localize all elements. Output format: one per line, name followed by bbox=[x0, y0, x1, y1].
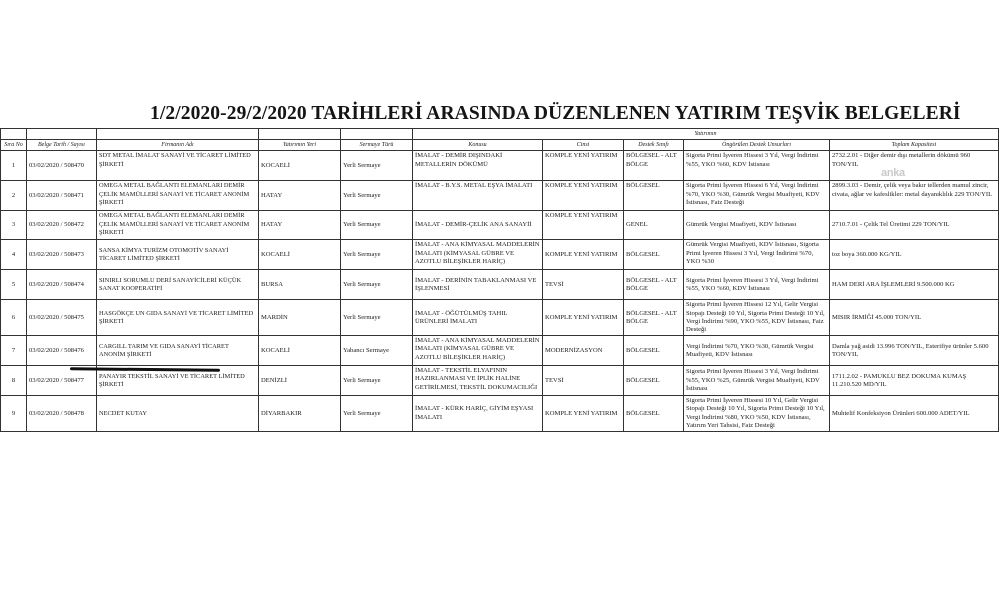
cell-firma: OMEGA METAL BAĞLANTI ELEMANLARI DEMİR ÇELİK MAMÜLLERİ SANAYİ VE TİCARET ANONİM ŞİRKETİ bbox=[97, 211, 259, 240]
cell-cinsi: KOMPLE YENİ YATIRIM bbox=[543, 240, 624, 270]
cell-yer: HATAY bbox=[259, 211, 341, 240]
cell-cinsi: MODERNİZASYON bbox=[543, 336, 624, 366]
cell-sermaye: Yerli Sermaye bbox=[341, 270, 413, 300]
table-row bbox=[1, 211, 999, 240]
cell-kapasite: HAM DERİ ARA İŞLEMLERİ 9.500.000 KG bbox=[830, 270, 999, 300]
cell-firma: SANSA KİMYA TURİZM OTOMOTİV SANAYİ TİCARET LİMİTED ŞİRKETİ bbox=[97, 240, 259, 270]
table-row bbox=[1, 151, 999, 181]
cell-belge: 03/02/2020 / 508478 bbox=[27, 396, 97, 432]
table-row bbox=[1, 240, 999, 270]
cell-belge: 03/02/2020 / 508475 bbox=[27, 300, 97, 336]
cell-ongorulen: Sigorta Primi İşveren Hissesi 12 Yıl, Gelir Vergisi Stopajı Desteği 10 Yıl, Sigorta Primi Desteği 10 Yıl, Vergi İndirimi %90, YKO %55, KDV İstisnası, Faiz Desteği bbox=[684, 300, 830, 336]
cell-firma: CARGILL TARIM VE GIDA SANAYİ TİCARET ANONİM ŞİRKETİ bbox=[97, 336, 259, 366]
header-ongorulen: Öngörülen Destek Unsurları bbox=[684, 140, 830, 151]
cell-kapasite: MISIR İRMİĞİ 45.000 TON/YIL bbox=[830, 300, 999, 336]
cell-kapasite: Damla yağ asidi 13.996 TON/YIL, Esterifiye ürünler 5.600 TON/YIL bbox=[830, 336, 999, 366]
header-firma: Firmanın Adı bbox=[97, 140, 259, 151]
header-yer: Yatırımın Yeri bbox=[259, 140, 341, 151]
cell-cinsi: TEVSİ bbox=[543, 270, 624, 300]
cell-kapasite: 2899.3.03 - Demir, çelik veya bakır tellerden mamul zincir, civata, ağlar ve kafeslikler: metal dayanıklılık 229 TON/YIL bbox=[830, 181, 999, 211]
table-row bbox=[1, 336, 999, 366]
cell-yer: KOCAELİ bbox=[259, 336, 341, 366]
table-row bbox=[1, 270, 999, 300]
header-belge: Belge Tarih / Sayısı bbox=[27, 140, 97, 151]
cell-ongorulen: Vergi İndirimi %70, YKO %30, Gümrük Vergisi Muafiyeti, KDV İstisnası bbox=[684, 336, 830, 366]
header-blank bbox=[27, 129, 97, 140]
cell-firma: OMEGA METAL BAĞLANTI ELEMANLARI DEMİR ÇELİK MAMÜLLERİ SANAYİ VE TİCARET ANONİM ŞİRKETİ bbox=[97, 181, 259, 211]
cell-belge: 03/02/2020 / 508470 bbox=[27, 151, 97, 181]
cell-sermaye: Yerli Sermaye bbox=[341, 151, 413, 181]
cell-cinsi: KOMPLE YENİ YATIRIM bbox=[543, 181, 624, 211]
cell-destek: BÖLGESEL bbox=[624, 181, 684, 211]
cell-firma: HASGÖKÇE UN GIDA SANAYİ VE TİCARET LİMİTED ŞİRKETİ bbox=[97, 300, 259, 336]
header-blank bbox=[1, 129, 27, 140]
cell-sermaye: Yerli Sermaye bbox=[341, 300, 413, 336]
cell-kapasite: toz boya 360.000 KG/YIL bbox=[830, 240, 999, 270]
cell-kapasite: 2710.7.01 - Çelik Tel Üretimi 229 TON/YIL bbox=[830, 211, 999, 240]
cell-yer: HATAY bbox=[259, 181, 341, 211]
cell-no: 3 bbox=[1, 211, 27, 240]
cell-destek: BÖLGESEL - ALT BÖLGE bbox=[624, 270, 684, 300]
cell-sermaye: Yerli Sermaye bbox=[341, 366, 413, 396]
cell-sermaye: Yerli Sermaye bbox=[341, 181, 413, 211]
cell-destek: BÖLGESEL bbox=[624, 336, 684, 366]
cell-destek: BÖLGESEL bbox=[624, 396, 684, 432]
cell-belge: 03/02/2020 / 508473 bbox=[27, 240, 97, 270]
header-kapasite: Toplam Kapasitesi bbox=[830, 140, 999, 151]
cell-belge: 03/02/2020 / 508477 bbox=[27, 366, 97, 396]
cell-cinsi: KOMPLE YENİ YATIRIM bbox=[543, 211, 624, 240]
cell-destek: BÖLGESEL bbox=[624, 240, 684, 270]
cell-no: 5 bbox=[1, 270, 27, 300]
cell-ongorulen: Gümrük Vergisi Muafiyeti, KDV İstisnası, Sigorta Primi İşveren Hissesi 3 Yıl, Vergi İndirimi %70, YKO %30 bbox=[684, 240, 830, 270]
cell-konu: İMALAT - B.Y.S. METAL EŞYA İMALATI bbox=[413, 181, 543, 211]
cell-sermaye: Yerli Sermaye bbox=[341, 240, 413, 270]
header-sermaye: Sermaye Türü bbox=[341, 140, 413, 151]
cell-yer: DENİZLİ bbox=[259, 366, 341, 396]
cell-destek: BÖLGESEL - ALT BÖLGE bbox=[624, 300, 684, 336]
cell-sermaye: Yerli Sermaye bbox=[341, 211, 413, 240]
cell-konu: İMALAT - ANA KİMYASAL MADDELERİN İMALATI (KİMYASAL GÜBRE VE AZOTLU BİLEŞİKLER HARİÇ) bbox=[413, 240, 543, 270]
cell-yer: KOCAELİ bbox=[259, 151, 341, 181]
document-title: 1/2/2020-29/2/2020 TARİHLERİ ARASINDA DÜZENLENEN YATIRIM TEŞVİK BELGELERİ bbox=[150, 103, 961, 124]
incentive-table bbox=[0, 128, 999, 432]
cell-ongorulen: Sigorta Primi İşveren Hissesi 6 Yıl, Vergi İndirimi %70, YKO %30, Gümrük Vergisi Muafiyeti, KDV İstisnası, Faiz Desteği bbox=[684, 181, 830, 211]
cell-no: 7 bbox=[1, 336, 27, 366]
cell-yer: BURSA bbox=[259, 270, 341, 300]
cell-no: 6 bbox=[1, 300, 27, 336]
cell-konu: İMALAT - ANA KİMYASAL MADDELERİN İMALATI (KİMYASAL GÜBRE VE AZOTLU BİLEŞİKLER HARİÇ) bbox=[413, 336, 543, 366]
cell-konu: İMALAT - DEMİR-ÇELİK ANA SANAYİİ bbox=[413, 211, 543, 240]
cell-belge: 03/02/2020 / 508471 bbox=[27, 181, 97, 211]
cell-ongorulen: Sigorta Primi İşveren Hissesi 3 Yıl, Vergi İndirimi %55, YKO %60, KDV İstisnası bbox=[684, 270, 830, 300]
header-blank bbox=[341, 129, 413, 140]
table-row bbox=[1, 300, 999, 336]
cell-sermaye: Yerli Sermaye bbox=[341, 396, 413, 432]
cell-kapasite: Muhtelif Konfeksiyon Ürünleri 600.000 ADET/YIL bbox=[830, 396, 999, 432]
cell-yer: MARDİN bbox=[259, 300, 341, 336]
table-row bbox=[1, 181, 999, 211]
header-blank bbox=[97, 129, 259, 140]
cell-ongorulen: Sigorta Primi İşveren Hissesi 3 Yıl, Vergi İndirimi %55, YKO %25, Gümrük Vergisi Muafiyeti, KDV İstisnası bbox=[684, 366, 830, 396]
cell-firma: NECDET KUTAY bbox=[97, 396, 259, 432]
header-blank bbox=[259, 129, 341, 140]
cell-ongorulen: Sigorta Primi İşveren Hissesi 10 Yıl, Gelir Vergisi Stopajı Desteği 10 Yıl, Sigorta Primi Desteği 10 Yıl, Vergi İndirimi %80, YKO %50, KDV İstisnası, Yatırım Yeri Tahsisi, Faiz Desteği bbox=[684, 396, 830, 432]
cell-kapasite: 2732.2.01 - Diğer demir dışı metallerin dökümü 960 TON/YIL bbox=[830, 151, 999, 181]
cell-destek: BÖLGESEL - ALT BÖLGE bbox=[624, 151, 684, 181]
cell-no: 2 bbox=[1, 181, 27, 211]
cell-destek: GENEL bbox=[624, 211, 684, 240]
cell-cinsi: KOMPLE YENİ YATIRIM bbox=[543, 151, 624, 181]
cell-firma: SDT METAL İMALAT SANAYİ VE TİCARET LİMİTED ŞİRKETİ bbox=[97, 151, 259, 181]
cell-destek: BÖLGESEL bbox=[624, 366, 684, 396]
cell-yer: DİYARBAKIR bbox=[259, 396, 341, 432]
header-konu: Konusu bbox=[413, 140, 543, 151]
cell-cinsi: KOMPLE YENİ YATIRIM bbox=[543, 396, 624, 432]
cell-konu: İMALAT - DEMİR DIŞINDAKİ METALLERİN DÖKÜMÜ bbox=[413, 151, 543, 181]
cell-ongorulen: Sigorta Primi İşveren Hissesi 3 Yıl, Vergi İndirimi %55, YKO %60, KDV İstisnası bbox=[684, 151, 830, 181]
cell-no: 4 bbox=[1, 240, 27, 270]
cell-cinsi: TEVSİ bbox=[543, 366, 624, 396]
cell-belge: 03/02/2020 / 508474 bbox=[27, 270, 97, 300]
cell-belge: 03/02/2020 / 508472 bbox=[27, 211, 97, 240]
cell-firma: PANAYIR TEKSTİL SANAYİ VE TİCARET LİMİTED ŞİRKETİ bbox=[97, 366, 259, 396]
cell-konu: İMALAT - TEKSTİL ELYAFININ HAZIRLANMASI VE İPLİK HALİNE GETİRİLMESİ, TEKSTİL DOKUMACILIĞI bbox=[413, 366, 543, 396]
cell-konu: İMALAT - ÖĞÜTÜLMÜŞ TAHIL ÜRÜNLERİ İMALATI bbox=[413, 300, 543, 336]
cell-belge: 03/02/2020 / 508476 bbox=[27, 336, 97, 366]
cell-sermaye: Yabancı Sermaye bbox=[341, 336, 413, 366]
cell-no: 9 bbox=[1, 396, 27, 432]
table-row bbox=[1, 396, 999, 432]
cell-ongorulen: Gümrük Vergisi Muafiyeti, KDV İstisnası bbox=[684, 211, 830, 240]
cell-konu: İMALAT - KÜRK HARİÇ, GİYİM EŞYASI İMALATI bbox=[413, 396, 543, 432]
cell-cinsi: KOMPLE YENİ YATIRIM bbox=[543, 300, 624, 336]
cell-no: 8 bbox=[1, 366, 27, 396]
watermark-logo: anka bbox=[881, 167, 905, 179]
header-group-yatirim: Yatırımın bbox=[413, 129, 999, 140]
cell-no: 1 bbox=[1, 151, 27, 181]
cell-firma: SINIRLI SORUMLU DERİ SANAYİCİLERİ KÜÇÜK SANAT KOOPERATİFİ bbox=[97, 270, 259, 300]
header-cinsi: Cinsi bbox=[543, 140, 624, 151]
header-destek: Destek Sınıfı bbox=[624, 140, 684, 151]
header-sira-no: Sıra No bbox=[1, 140, 27, 151]
cell-konu: İMALAT - DERİNİN TABAKLANMASI VE İŞLENMESİ bbox=[413, 270, 543, 300]
cell-kapasite: 1711.2.02 - PAMUKLU BEZ DOKUMA KUMAŞ 11.210.520 MD/YIL bbox=[830, 366, 999, 396]
cell-yer: KOCAELİ bbox=[259, 240, 341, 270]
